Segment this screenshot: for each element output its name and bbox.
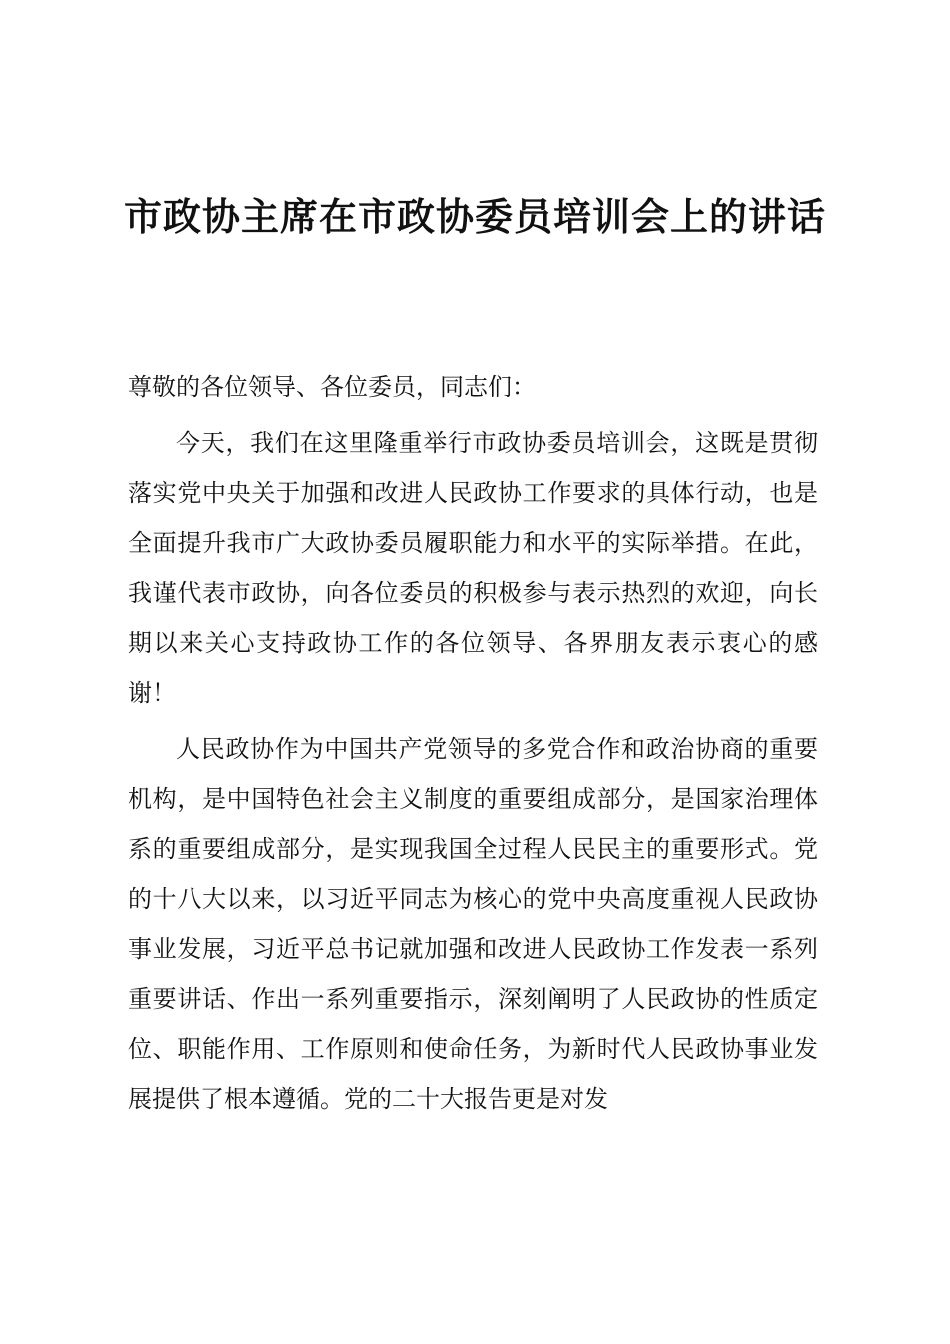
salutation: 尊敬的各位领导、各位委员，同志们： — [128, 373, 536, 401]
document-title: 市政协主席在市政协委员培训会上的讲话 — [123, 194, 826, 239]
document-body — [128, 362, 818, 1130]
paragraph-2: 人民政协作为中国共产党领导的多党合作和政治协商的重要机构，是中国特色社会主义制度的重要组成部分，是国家治理体系的重要组成部分，是实现我国全过程人民民主的重要形式。党的十八大以来，以习近平同志为核心的党中央高度重视人民政协事业发展，习近平总书记就加强和改进人民政协工作发表一系列重要讲话、作出一系列重要指示，深刻阐明了人民政协的性质定位、职能作用、工作原则和使命任务，为新时代人民政协事业发展提供了根本遵循。党的二十大报告更是对发 — [128, 735, 818, 1113]
paragraph-1: 今天，我们在这里隆重举行市政协委员培训会，这既是贯彻落实党中央关于加强和改进人民政协工作要求的具体行动，也是全面提升我市广大政协委员履职能力和水平的实际举措。在此，我谨代表市政协，向各位委员的积极参与表示热烈的欢迎，向长期以来关心支持政协工作的各位领导、各界朋友表示衷心的感谢！ — [128, 429, 818, 707]
